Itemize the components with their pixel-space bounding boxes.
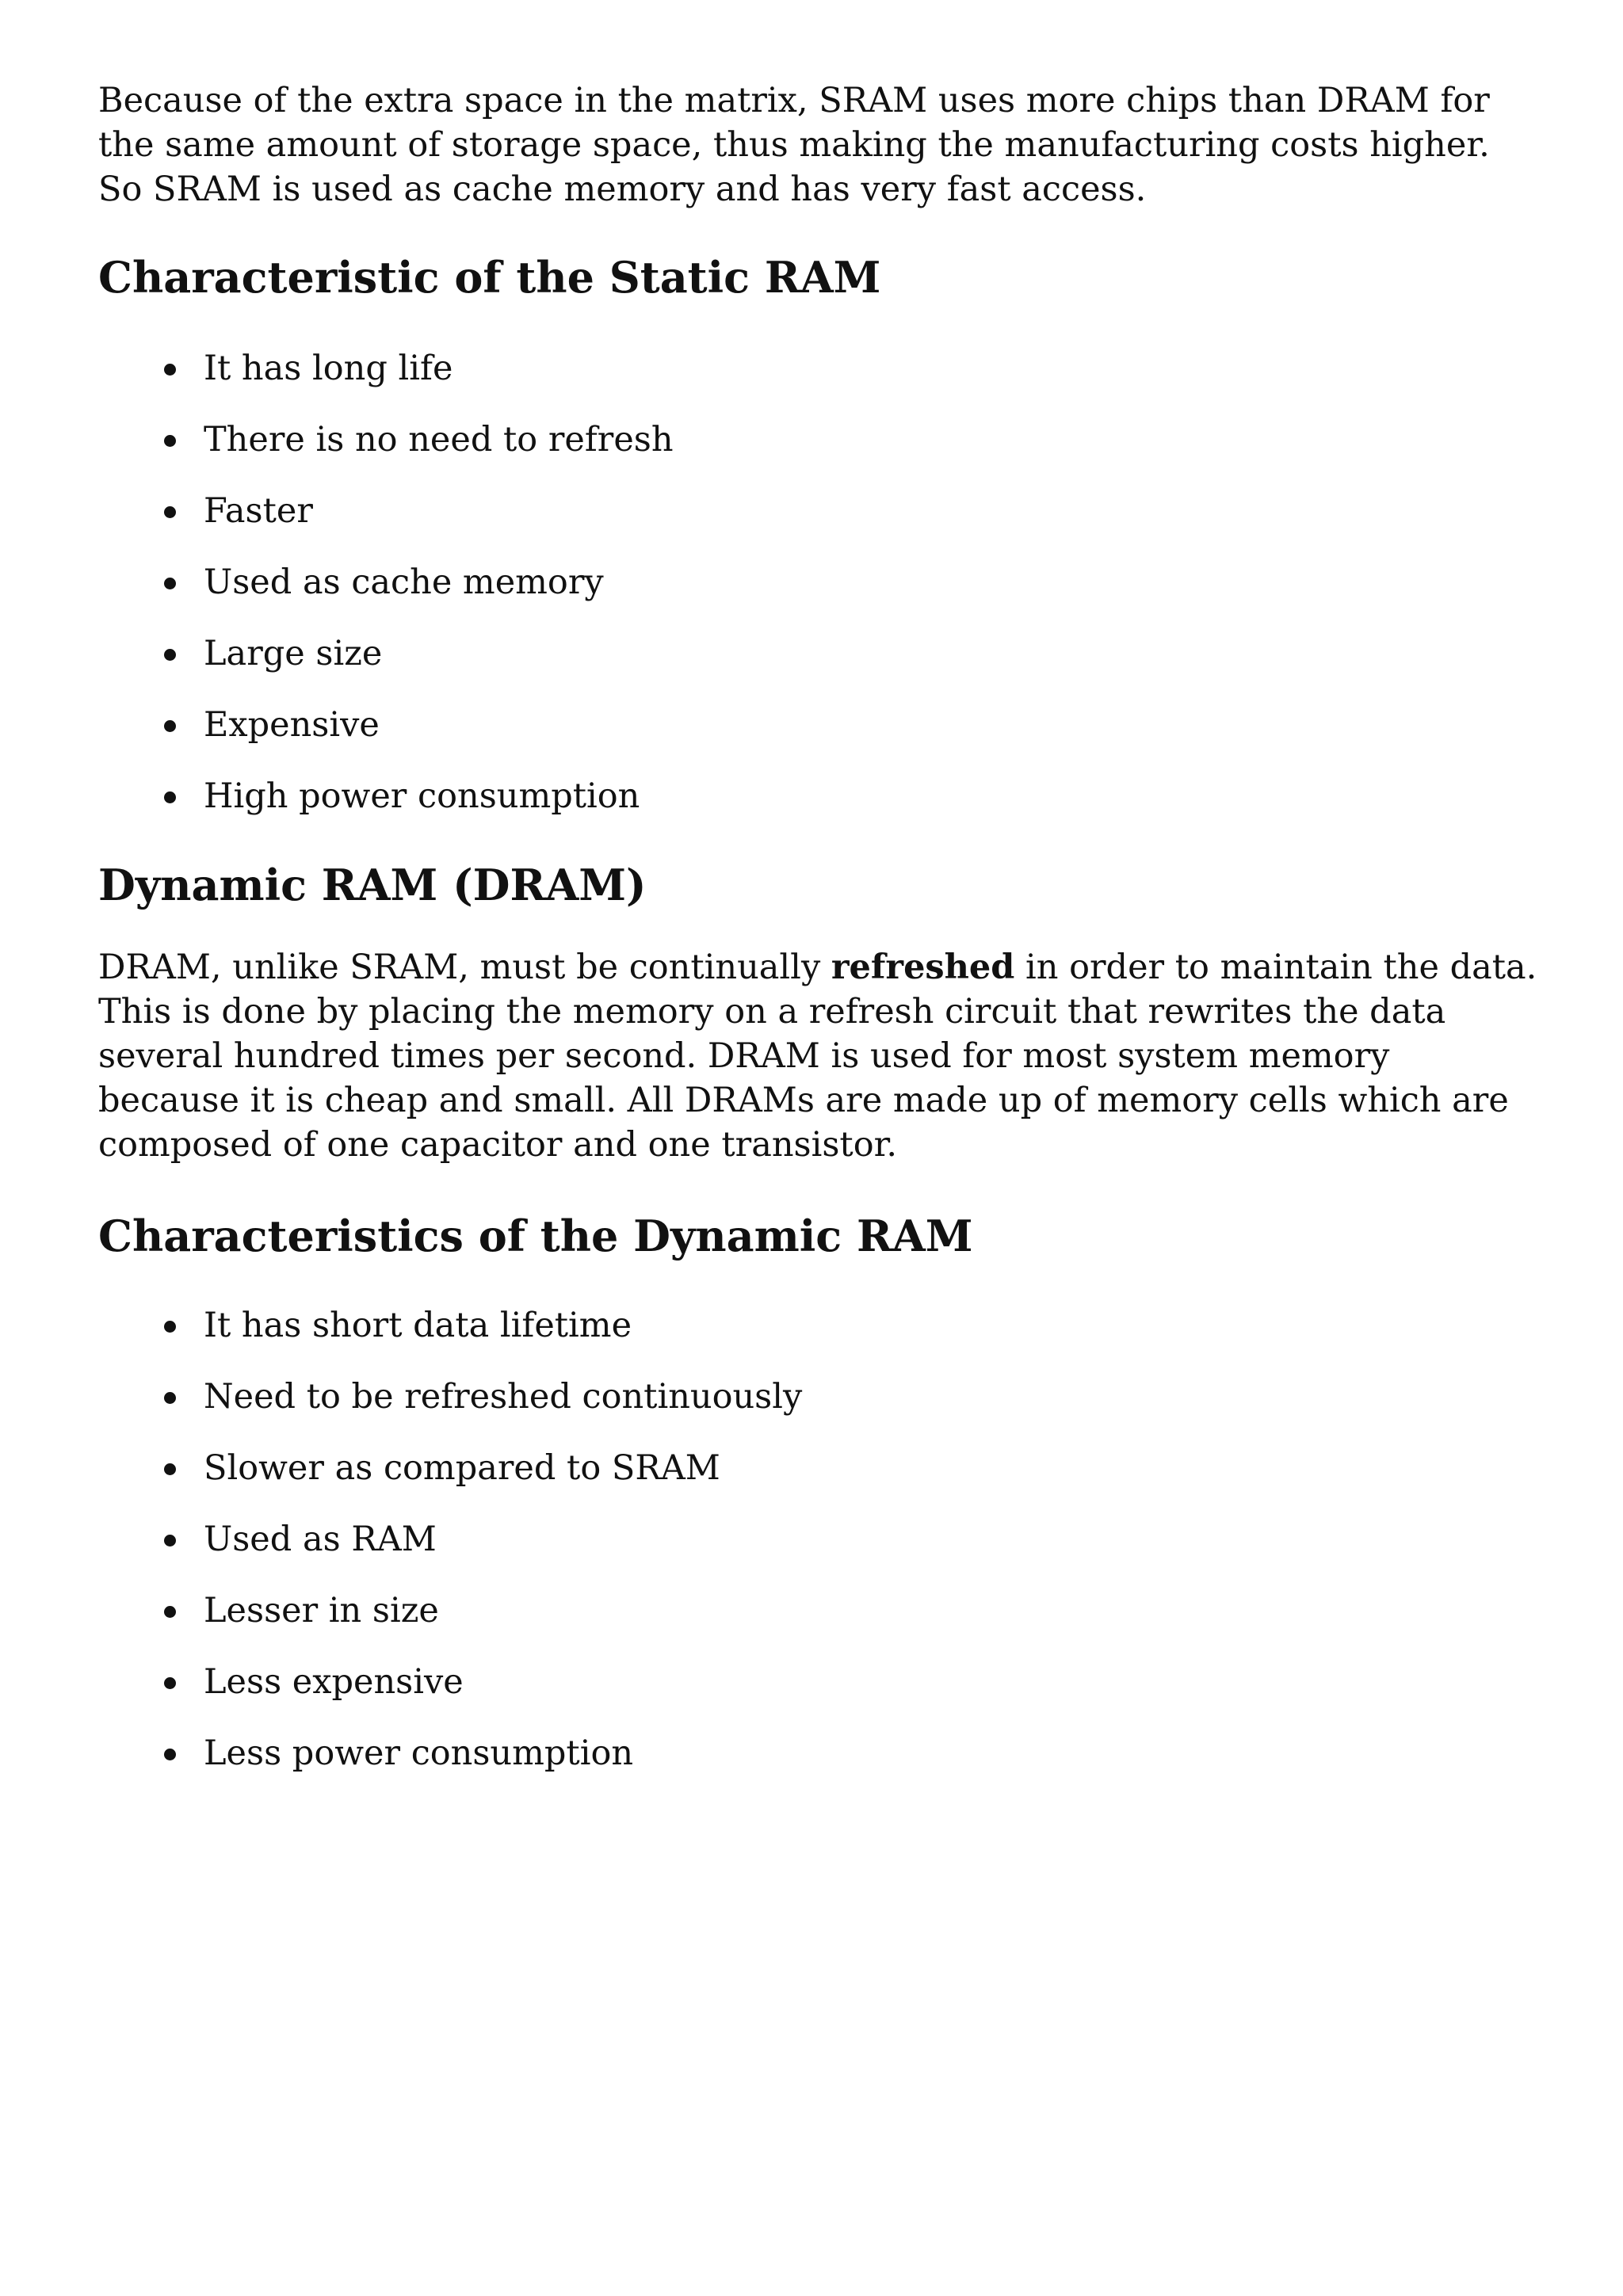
bullet-icon [164,1749,176,1760]
bullet-icon [164,578,176,589]
list-item-text: Slower as compared to SRAM [204,1448,720,1488]
dynamic-ram-heading: Characteristics of the Dynamic RAM [98,1211,973,1261]
list-item [98,560,674,631]
list-item-text: Less power consumption [204,1733,634,1773]
list-item [98,774,674,845]
bullet-icon [164,506,176,518]
list-item [98,703,674,774]
bullet-icon [164,649,176,661]
list-item [98,1446,802,1517]
bullet-icon [164,1677,176,1689]
bullet-icon [164,791,176,803]
bullet-icon [164,1606,176,1618]
list-item-text: There is no need to refresh [204,420,674,460]
list-item [98,1731,802,1802]
bullet-icon [164,1321,176,1333]
list-item [98,418,674,489]
list-item-text: Large size [204,634,383,673]
list-item-text: High power consumption [204,776,640,816]
bullet-icon [164,1463,176,1475]
dram-paragraph-bold: refreshed [831,948,1015,987]
list-item-text: Used as RAM [204,1520,437,1559]
list-item [98,1303,802,1375]
dram-paragraph-start: DRAM, unlike SRAM, must be continually [98,948,831,987]
dram-paragraph [98,945,1541,1167]
list-item [98,1589,802,1660]
dram-paragraph-end: in order to maintain the data. This is done by placing the memory on a refresh circuit that rewrites the data several hundred times per second. DRAM is used for most system memory because it is cheap and small. All DRAMs are made up of memory cells which are composed of one capacitor and one transistor. [98,948,1537,1165]
list-item-text: Lesser in size [204,1591,439,1630]
list-item [98,631,674,703]
intro-paragraph: Because of the extra space in the matrix, SRAM uses more chips than DRAM for the same amount of storage space, thus making the manufacturing costs higher. So SRAM is used as cache memory and has very fast access. [98,81,1490,209]
bullet-icon [164,1392,176,1404]
dynamic-ram-characteristics-list [98,1303,802,1802]
list-item [98,1517,802,1589]
dram-heading: Dynamic RAM (DRAM) [98,860,647,910]
list-item-text: Expensive [204,705,380,745]
list-item-text: Need to be refreshed continuously [204,1377,803,1417]
list-item-text: Used as cache memory [204,563,604,602]
bullet-icon [164,435,176,447]
list-item-text: Faster [204,491,313,531]
bullet-icon [164,1535,176,1547]
list-item-text: Less expensive [204,1662,464,1702]
list-item [98,346,674,418]
bullet-icon [164,364,176,376]
bullet-icon [164,720,176,732]
list-item-text: It has long life [204,349,453,388]
list-item-text: It has short data lifetime [204,1306,632,1345]
list-item [98,1660,802,1731]
list-item [98,1375,802,1446]
list-item [98,489,674,560]
static-ram-characteristics-list [98,346,674,845]
static-ram-heading: Characteristic of the Static RAM [98,252,881,303]
